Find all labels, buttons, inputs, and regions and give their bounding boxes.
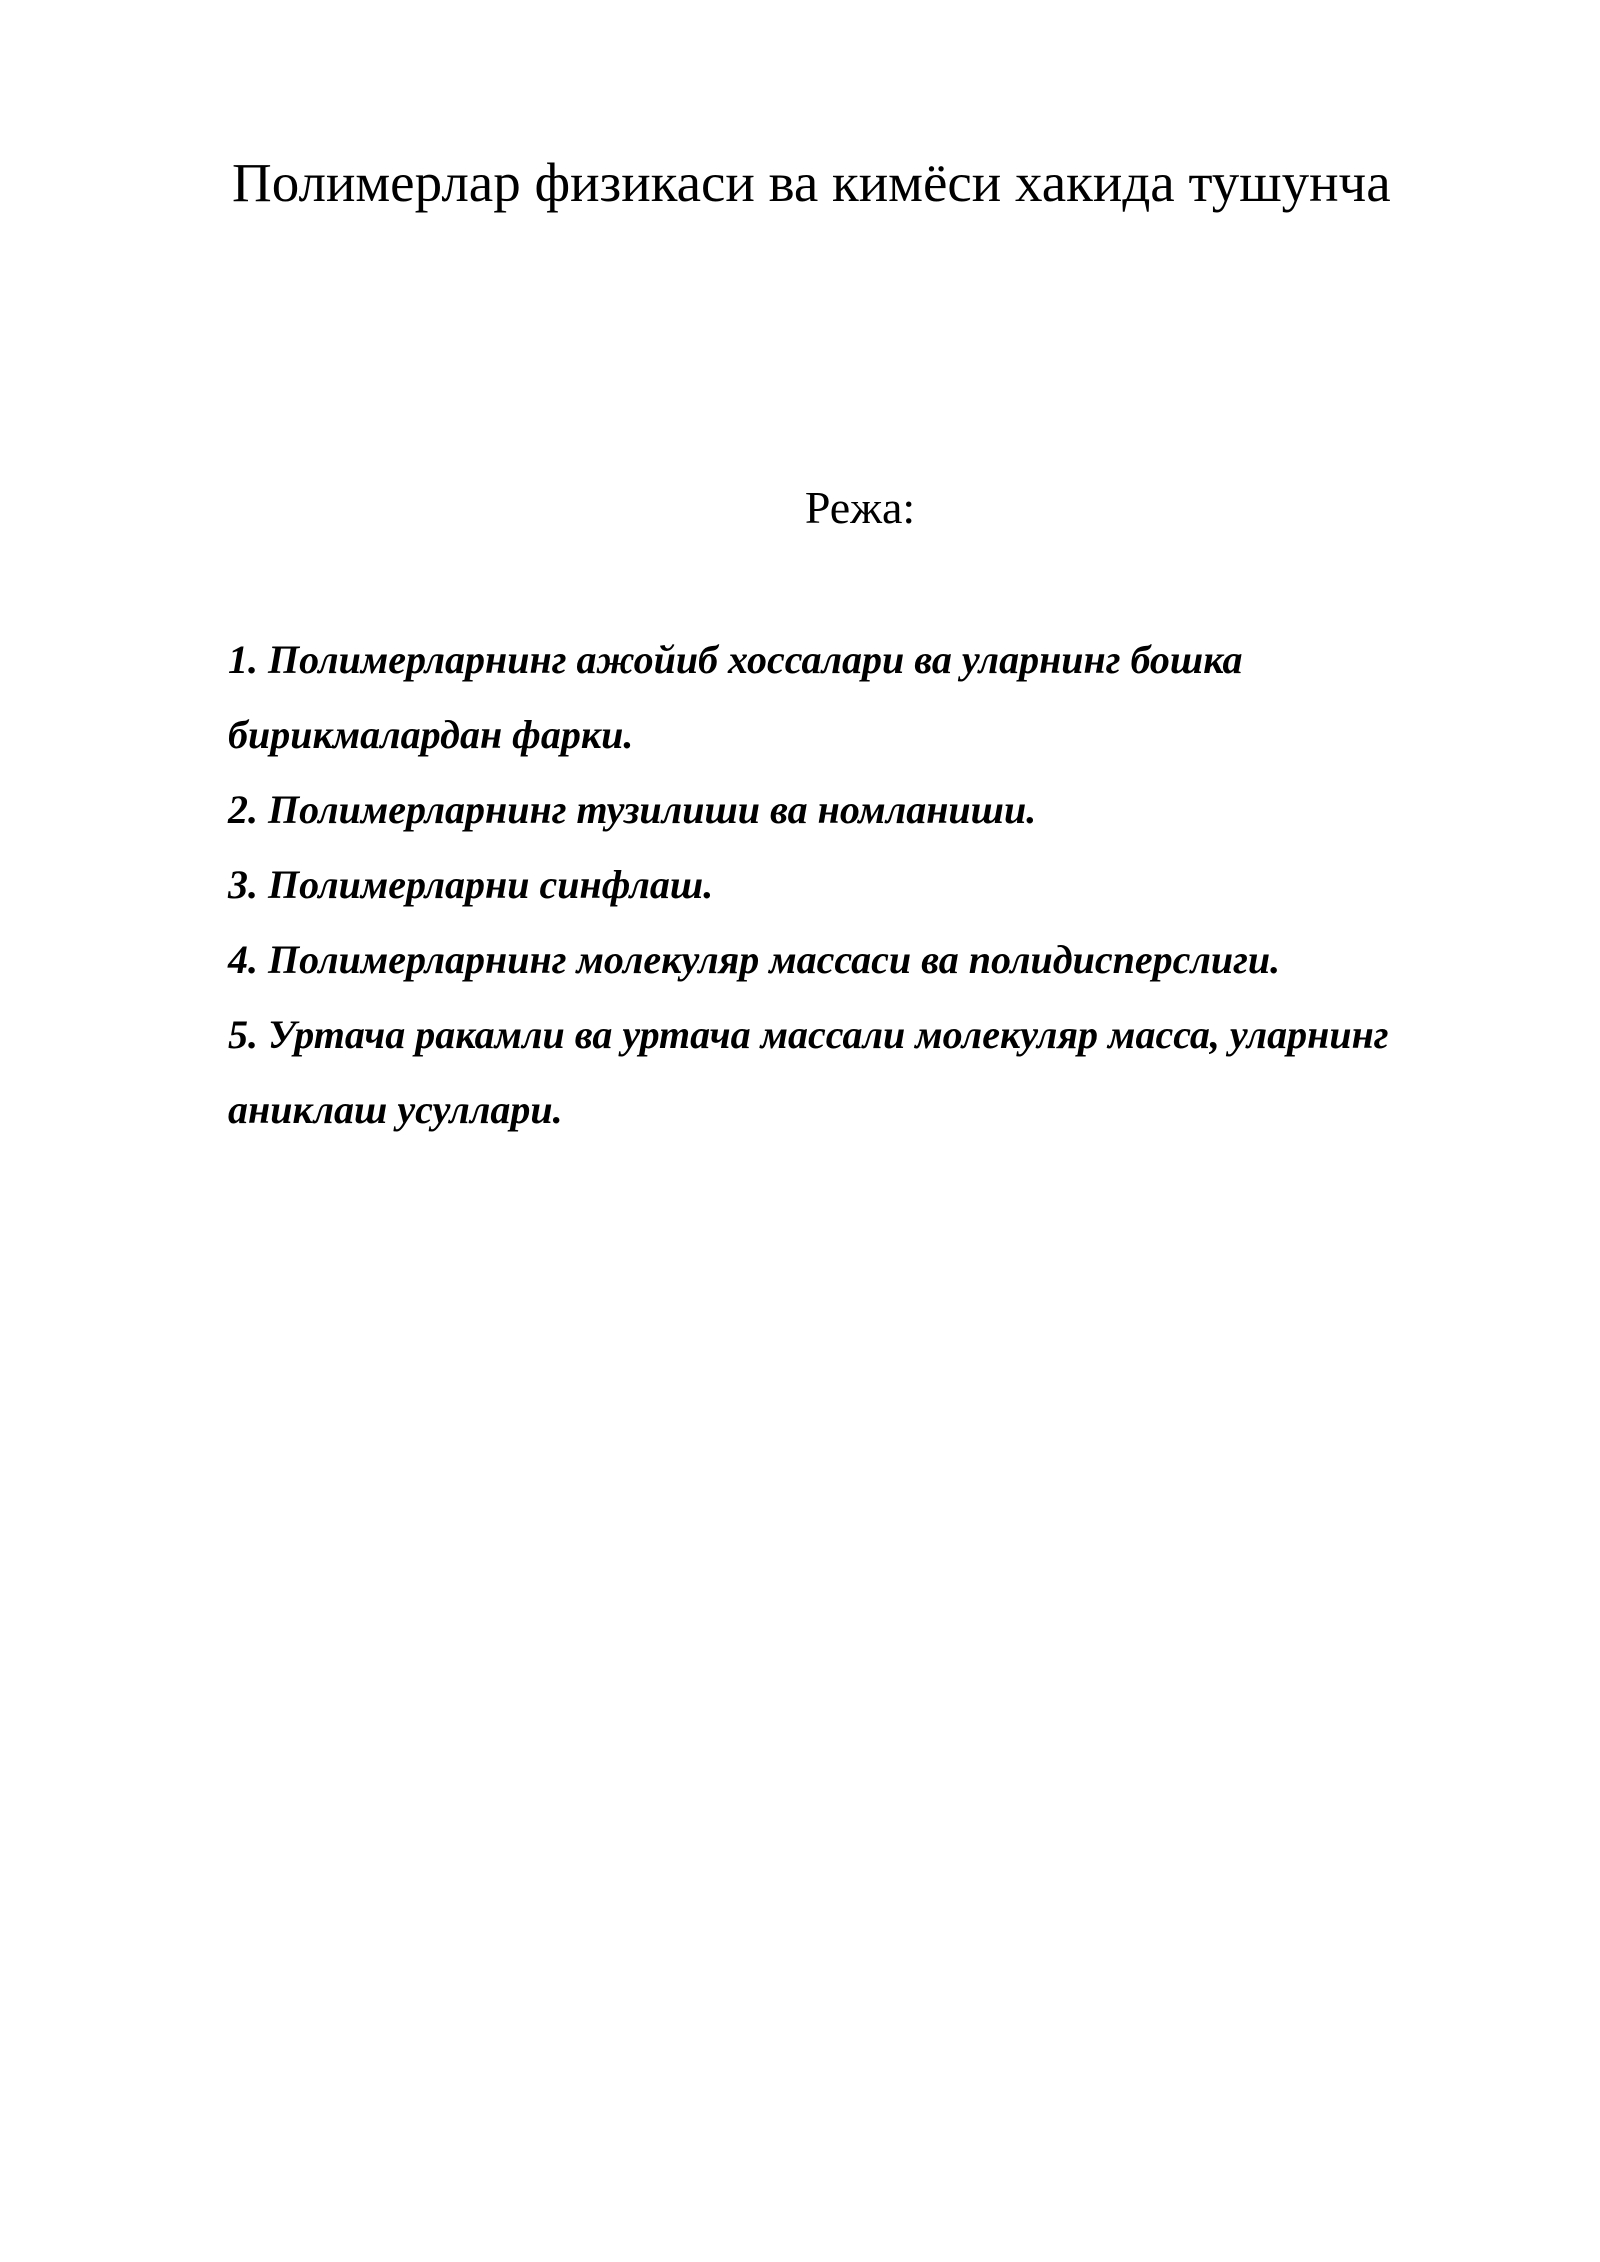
- plan-item-3: 3. Полимерларни синфлаш.: [228, 862, 714, 907]
- plan-list: [228, 622, 1428, 1147]
- plan-item-2: 2. Полимерларнинг тузилиши ва номланиши.: [228, 787, 1037, 832]
- plan-heading: Режа:: [804, 482, 916, 533]
- plan-item-5: 5. Уртача ракамли ва уртача массали молекуляр масса, уларнинг аниклаш усуллари.: [228, 1012, 1389, 1132]
- plan-item-4: 4. Полимерларнинг молекуляр массаси ва полидисперслиги.: [228, 937, 1281, 982]
- document-title: Полимерлар физикаси ва кимёси хакида тушунча: [232, 152, 1391, 213]
- plan-item-1: 1. Полимерларнинг ажойиб хоссалари ва уларнинг бошка бирикмалардан фарки.: [228, 637, 1243, 757]
